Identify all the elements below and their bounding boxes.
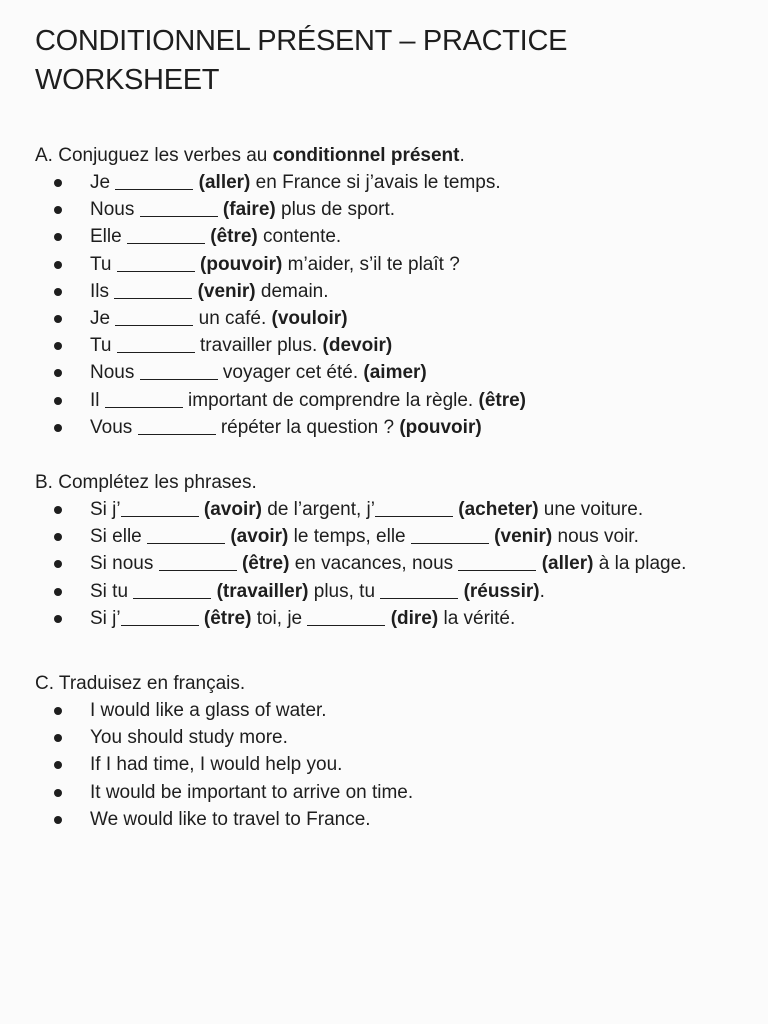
verb-hint: (être) xyxy=(210,226,258,248)
answer-blank xyxy=(375,497,453,517)
answer-blank xyxy=(138,415,216,435)
item-text: We would like to travel to France. xyxy=(90,808,371,830)
verb-hint: (dire) xyxy=(390,607,439,629)
item-text: It would be important to arrive on time. xyxy=(90,781,414,803)
section-a xyxy=(35,142,735,441)
bullet-icon xyxy=(54,734,62,742)
item-text: m’aider, s’il te plaît ? xyxy=(282,253,460,275)
bullet-icon xyxy=(54,533,62,541)
item-text: Si elle xyxy=(90,526,148,548)
answer-blank xyxy=(105,388,183,408)
item-text: en France si j’avais le temps. xyxy=(250,172,501,193)
item-text: toi, je xyxy=(251,607,308,629)
verb-hint: (avoir) xyxy=(203,499,262,521)
verb-hint: (être) xyxy=(203,607,252,629)
verb-hint: (aller) xyxy=(541,553,594,575)
verb-hint: (devoir) xyxy=(322,335,393,357)
answer-blank xyxy=(307,606,385,626)
bullet-icon xyxy=(54,761,62,769)
list-item xyxy=(35,359,735,386)
answer-blank xyxy=(117,333,195,353)
item-text: Vous xyxy=(90,416,138,438)
list-item xyxy=(35,751,735,778)
bullet-icon xyxy=(54,615,62,623)
page-title: CONDITIONNEL PRÉSENT – PRACTICE WORKSHEET xyxy=(35,25,568,96)
item-text: la vérité. xyxy=(438,607,516,629)
list-item xyxy=(35,169,735,196)
answer-blank xyxy=(411,524,489,544)
verb-hint: (aller) xyxy=(198,172,251,193)
item-text: Il xyxy=(90,389,105,411)
list-item xyxy=(35,523,735,550)
verb-hint: (venir) xyxy=(197,280,256,302)
answer-blank xyxy=(133,579,211,599)
answer-blank xyxy=(159,551,237,571)
item-text: Nous xyxy=(90,362,140,384)
verb-hint: (faire) xyxy=(222,199,276,221)
answer-blank xyxy=(117,252,195,272)
list-item xyxy=(35,305,735,332)
section-c-heading: C. Traduisez en français. xyxy=(35,673,246,695)
section-b-list xyxy=(35,496,735,632)
item-text: Tu xyxy=(90,253,117,275)
answer-blank xyxy=(140,197,218,217)
item-text: en vacances, nous xyxy=(289,553,459,575)
item-text: Si j’ xyxy=(90,499,121,521)
answer-blank xyxy=(115,170,193,190)
section-a-heading-bold: conditionnel présent xyxy=(272,145,460,166)
section-a-heading-prefix: A. Conjuguez les verbes au xyxy=(35,145,273,166)
bullet-icon xyxy=(54,315,62,323)
verb-hint: (pouvoir) xyxy=(399,416,482,438)
bullet-icon xyxy=(54,588,62,596)
bullet-icon xyxy=(54,288,62,296)
bullet-icon xyxy=(54,816,62,824)
answer-blank xyxy=(121,606,199,626)
bullet-icon xyxy=(54,506,62,514)
list-item xyxy=(35,806,735,833)
list-item xyxy=(35,278,735,305)
bullet-icon xyxy=(54,206,62,214)
item-text: le temps, elle xyxy=(288,526,411,548)
section-b xyxy=(35,469,735,632)
item-text: travailler plus. xyxy=(194,335,323,357)
item-text: nous voir. xyxy=(552,526,639,548)
item-text: demain. xyxy=(255,280,329,302)
verb-hint: (travailler) xyxy=(216,580,309,602)
section-a-heading xyxy=(35,142,735,169)
verb-hint: (venir) xyxy=(494,526,553,548)
list-item xyxy=(35,496,735,523)
verb-hint: (aimer) xyxy=(363,362,427,384)
bullet-icon xyxy=(54,397,62,405)
section-c-list xyxy=(35,697,735,833)
item-text: . xyxy=(539,580,545,602)
bullet-icon xyxy=(54,233,62,241)
item-text: You should study more. xyxy=(90,727,288,749)
answer-blank xyxy=(115,306,193,326)
item-text: voyager cet été. xyxy=(217,362,364,384)
answer-blank xyxy=(121,497,199,517)
bullet-icon xyxy=(54,342,62,350)
list-item xyxy=(35,779,735,806)
list-item xyxy=(35,332,735,359)
item-text: Ils xyxy=(90,280,115,302)
verb-hint: (réussir) xyxy=(463,580,540,602)
verb-hint: (pouvoir) xyxy=(200,253,283,275)
item-text: Elle xyxy=(90,226,127,248)
list-item xyxy=(35,578,735,605)
item-text: une voiture. xyxy=(538,499,644,521)
bullet-icon xyxy=(54,789,62,797)
list-item xyxy=(35,387,735,414)
item-text: un café. xyxy=(193,308,272,330)
item-text: plus de sport. xyxy=(275,199,396,221)
bullet-icon xyxy=(54,261,62,269)
list-item xyxy=(35,697,735,724)
item-text: contente. xyxy=(257,226,342,248)
list-item xyxy=(35,251,735,278)
section-a-heading-suffix: . xyxy=(459,145,465,166)
bullet-icon xyxy=(54,560,62,568)
item-text: Je xyxy=(90,308,116,330)
answer-blank xyxy=(380,579,458,599)
item-text: Tu xyxy=(90,335,117,357)
item-text: Je xyxy=(90,172,116,193)
item-text: If I had time, I would help you. xyxy=(90,754,343,776)
item-text: Si nous xyxy=(90,553,159,575)
worksheet-page xyxy=(35,22,735,833)
verb-hint: (avoir) xyxy=(230,526,289,548)
answer-blank xyxy=(458,551,536,571)
section-b-heading: B. Complétez les phrases. xyxy=(35,472,257,494)
list-item xyxy=(35,223,735,250)
answer-blank xyxy=(127,224,205,244)
bullet-icon xyxy=(54,369,62,377)
verb-hint: (être) xyxy=(478,389,527,411)
verb-hint: (vouloir) xyxy=(271,308,348,330)
bullet-icon xyxy=(54,424,62,432)
answer-blank xyxy=(114,279,192,299)
verb-hint: (acheter) xyxy=(458,499,539,521)
list-item xyxy=(35,605,735,632)
item-text: important de comprendre la règle. xyxy=(182,389,479,411)
list-item xyxy=(35,414,735,441)
verb-hint: (être) xyxy=(241,553,290,575)
item-text: à la plage. xyxy=(593,553,687,575)
item-text: Si j’ xyxy=(90,607,121,629)
item-text: Nous xyxy=(90,199,140,221)
answer-blank xyxy=(147,524,225,544)
list-item xyxy=(35,196,735,223)
item-text: répéter la question ? xyxy=(215,416,400,438)
list-item xyxy=(35,550,735,577)
bullet-icon xyxy=(54,707,62,715)
item-text: I would like a glass of water. xyxy=(90,700,327,722)
item-text: plus, tu xyxy=(308,580,381,602)
bullet-icon xyxy=(54,179,62,187)
section-a-list xyxy=(35,169,735,441)
item-text: de l’argent, j’ xyxy=(261,499,375,521)
section-c xyxy=(35,670,735,833)
answer-blank xyxy=(140,360,218,380)
list-item xyxy=(35,724,735,751)
item-text: Si tu xyxy=(90,580,134,602)
